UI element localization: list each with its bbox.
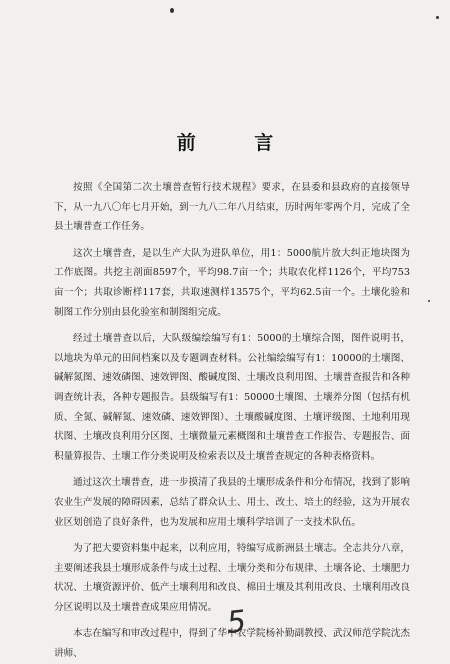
paragraph-6: 本志在编写和审改过程中，得到了华中农学院杨补勤副教授、武汉师范学院沈杰讲师、 — [54, 628, 410, 660]
scan-speck — [428, 300, 430, 302]
document-title: 前 言 — [176, 132, 300, 154]
scan-speck — [170, 8, 174, 13]
paragraph-3: 经过土壤普查以后，大队级编绘编写有1：5000的土壤综合图，图件说明书，以地块为单元的田间档案以及专题调查材料。公社编绘编写有1：10000的土壤图、碱解氮图、速效磷图、速效钾图、酸碱度图、土壤改良利用图、土壤普查报告和各种调查统计表，各种专题报告。县级编写有1：50000土壤图、土壤养分图（包括有机质、全氮、碱解氮、速效磷、速效钾图）、土壤酸碱度图、土壤评级图、土地利用现状图、土壤改良利用分区图、土壤微量元素概图和土壤普查工作报告、专题报告、面积量算报告、土壤工作分类说明及检索表以及土壤普查规定的各种表格资料。 — [54, 333, 410, 462]
scan-speck — [436, 16, 439, 19]
paragraph-1: 按照《全国第二次土壤普查暂行技术规程》要求，在县委和县政府的直接领导下，从一九八〇年七月开始，到一九八二年八月结束，历时两年零两个月，完成了全县土壤普查工作任务。 — [54, 182, 410, 233]
paragraph-2: 这次土壤普查，是以生产大队为进队单位，用1：5000航片放大纠正地块图为工作底图。共挖主剖面8597个，平均98.7亩一个；共取农化样1126个，平均753亩一个；共取诊断样117套，共取速测样13575个，平均62.5亩一个。土壤化验和制图工作分别由县化验室和制图组完成。 — [54, 247, 410, 318]
body-text — [54, 178, 410, 660]
paragraph-5: 为了把大要资料集中起来，以利应用，特编写成新洲县土壤志。全志共分八章，主要阐述我县土壤形成条件与成土过程、土壤分类和分布规律、土壤各论、土壤肥力状况、土壤资源评价、低产土壤利用和改良、棉田土壤及其利用改良、土壤利用改良分区说明以及土壤普查成果应用情况。 — [54, 543, 410, 613]
paragraph-4: 通过这次土壤普查，进一步摸清了我县的土壤形成条件和分布情况，找到了影响农业生产发展的障碍因素，总结了群众认土、用土、改土、培土的经验，这为开展农业区划创造了良好条件，也为发展和应用土壤科学培训了一支技术队伍。 — [54, 477, 410, 528]
page-number: 5 — [225, 604, 248, 641]
